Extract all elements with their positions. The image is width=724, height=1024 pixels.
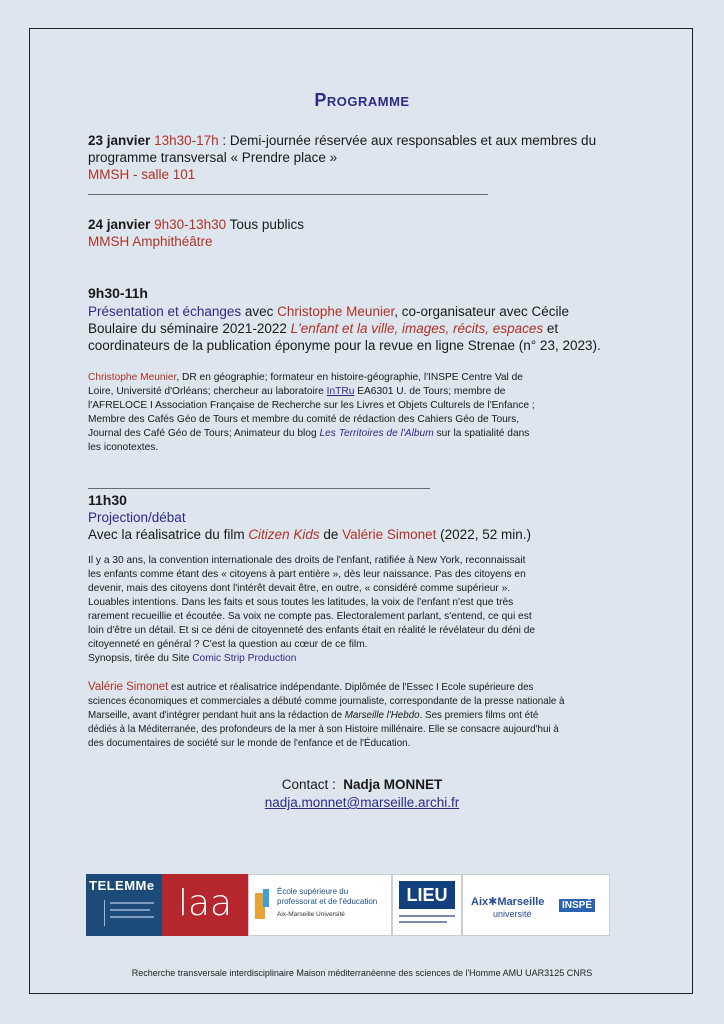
day1-desc-2: programme transversal « Prendre place » bbox=[88, 150, 338, 165]
bio1-text: les iconotextes. bbox=[88, 442, 159, 453]
bio2-text: sciences économiques et commerciales a débuté comme journaliste, correspondante de la presse nationale à bbox=[88, 696, 565, 707]
telemme-logo-line bbox=[110, 902, 154, 904]
contact-block bbox=[0, 776, 724, 812]
session1-text: , co-organisateur avec Cécile bbox=[394, 304, 570, 319]
bio2 bbox=[88, 680, 640, 751]
synopsis bbox=[88, 554, 640, 666]
session1-block bbox=[88, 285, 640, 455]
bio2-text: des documentaires de société sur le monde de l'enfance et de l'Éducation. bbox=[88, 738, 411, 749]
bio1-text: Membre des Cafés Géo de Tours et membre du comité de rédaction des Cahiers Géo de Tours, bbox=[88, 414, 520, 425]
session2-block bbox=[88, 492, 640, 751]
amu-logo-text: université bbox=[493, 909, 532, 919]
blog-title: Les Territoires de l'Album bbox=[319, 428, 434, 439]
seminar-title: L'enfant et la ville, images, récits, espaces bbox=[290, 321, 544, 336]
amu-logo-text: Aix✱Marseille bbox=[471, 896, 545, 908]
lieu-logo-line bbox=[399, 915, 455, 917]
contact-email-link[interactable]: nadja.monnet@marseille.archi.fr bbox=[264, 795, 460, 810]
session2-time: 11h30 bbox=[88, 492, 127, 508]
session2-type: Projection/débat bbox=[88, 510, 186, 525]
bio2-text: est autrice et réalisatrice indépendante. Diplômée de l'Essec I Ecole supérieure des bbox=[168, 682, 534, 693]
day2-block bbox=[88, 216, 640, 250]
synopsis-line: rarement recueillie et écoutée. Sa voix ne compte pas. Electoralement parlant, s'entend, ce qui est bbox=[88, 611, 532, 622]
telemme-logo-text: TELEMMe bbox=[89, 878, 155, 893]
synopsis-line: citoyenneté en général ? C'est la question au cœur de ce film. bbox=[88, 639, 368, 650]
contact-name: Nadja MONNET bbox=[343, 777, 443, 792]
espe-logo-text: École supérieure du bbox=[277, 887, 349, 896]
footer-text: Recherche transversale interdisciplinaire Maison méditerranéenne des sciences de l'Homme AMU UAR3125 CNRS bbox=[131, 968, 593, 978]
bio1-text: Journal des Café Géo de Tours; Animateur du blog bbox=[88, 428, 320, 439]
day2-date: 24 janvier bbox=[88, 217, 151, 232]
bio1-name: Christophe Meunier bbox=[88, 372, 177, 383]
session1-time: 9h30-11h bbox=[88, 285, 148, 301]
espe-logo-text: professorat et de l'éducation bbox=[277, 897, 378, 906]
telemme-logo-rule bbox=[90, 900, 105, 926]
day1-date: 23 janvier bbox=[88, 133, 151, 148]
day2-place: MMSH Amphithéâtre bbox=[88, 234, 213, 249]
divider-2 bbox=[88, 488, 430, 489]
bio2-text: dédiés à la Méditerranée, des profondeurs de la mer à son Histoire millénaire. Elle se consacre aujourd'hui à bbox=[88, 724, 559, 735]
session2-text: Avec la réalisatrice du film bbox=[88, 527, 249, 542]
day2-time: 9h30-13h30 bbox=[154, 217, 227, 232]
contact-label: Contact : bbox=[281, 777, 336, 792]
synopsis-line: les enfants comme étant des « citoyens à part entière », dès leur naissance. Pas des citoyens en bbox=[88, 569, 526, 580]
telemme-logo bbox=[86, 874, 162, 936]
session1-text: avec bbox=[241, 304, 278, 319]
telemme-logo-line bbox=[110, 909, 150, 911]
bio2-name: Valérie Simonet bbox=[88, 681, 169, 693]
intru-link[interactable]: InTRu bbox=[326, 386, 355, 397]
day1-block bbox=[88, 132, 640, 183]
hebdo-title: Marseille l'Hebdo bbox=[344, 710, 420, 721]
synopsis-line: Il y a 30 ans, la convention internationale des droits de l'enfant, ratifiée à New York, reconnaissait bbox=[88, 555, 526, 566]
espe-logo bbox=[248, 874, 392, 936]
session2-text: de bbox=[319, 527, 343, 542]
day1-time: 13h30-17h bbox=[154, 133, 219, 148]
bio1-text: Loire, Université d'Orléans; chercheur au laboratoire bbox=[88, 386, 327, 397]
espe-logo-text: Aix-Marseille Université bbox=[277, 911, 345, 918]
bio1-text: EA6301 U. de Tours; membre de bbox=[354, 386, 506, 397]
session1-text: coordinateurs de la publication éponyme pour la revue en ligne Strenae (n° 23, 2023). bbox=[88, 338, 601, 353]
bio2-text: . Ses premiers films ont été bbox=[419, 710, 539, 721]
bio2-text: Marseille, avant d'intégrer pendant huit ans la rédaction de bbox=[88, 710, 345, 721]
inspe-logo-text: INSPÉ bbox=[559, 899, 595, 912]
day1-sep: : bbox=[218, 133, 230, 148]
session1-text: Boulaire du séminaire 2021-2022 bbox=[88, 321, 291, 336]
director-name: Valérie Simonet bbox=[342, 527, 437, 542]
session1-type: Présentation et échanges bbox=[88, 304, 242, 319]
bio1-text: sur la spatialité dans bbox=[433, 428, 530, 439]
amu-inspe-logo bbox=[462, 874, 610, 936]
logos-row bbox=[86, 874, 610, 936]
synopsis-line: loin d'être un détail. Et si ce déni de citoyenneté des enfants était en réalité le révélateur du déni de bbox=[88, 625, 536, 636]
day2-audience: Tous publics bbox=[229, 217, 304, 232]
session1-text: et bbox=[543, 321, 559, 336]
lieu-logo-text: LIEU bbox=[399, 881, 455, 909]
divider-1 bbox=[88, 194, 488, 195]
day1-place: MMSH - salle 101 bbox=[88, 167, 196, 182]
session1-speaker: Christophe Meunier bbox=[277, 304, 395, 319]
bio1-text: l'AFRELOCE I Association Française de Recherche sur les Livres et Objets Culturels de l'Enfance ; bbox=[88, 400, 535, 411]
session2-text: (2022, 52 min.) bbox=[436, 527, 531, 542]
laa-logo bbox=[162, 874, 248, 936]
page-title: Programme bbox=[314, 90, 410, 110]
comic-strip-link[interactable]: Comic Strip Production bbox=[192, 653, 297, 664]
synopsis-source: Synopsis, tirée du Site bbox=[88, 653, 193, 664]
lieu-logo bbox=[392, 874, 462, 936]
synopsis-line: Louables intentions. Dans les faits et sous toutes les latitudes, la voix de l'enfant n'est que très bbox=[88, 597, 514, 608]
lieu-logo-line bbox=[399, 921, 447, 923]
synopsis-line: devenir, mais des citoyens dont l'intérêt devait être, en outre, « considéré comme supérieur ». bbox=[88, 583, 511, 594]
espe-logo-mark bbox=[263, 889, 269, 907]
laa-logo-text: laa bbox=[177, 882, 233, 924]
film-title: Citizen Kids bbox=[248, 527, 320, 542]
bio1-text: , DR en géographie; formateur en histoire-géographie, l'INSPE Centre Val de bbox=[176, 372, 523, 383]
telemme-logo-line bbox=[110, 916, 154, 918]
day1-desc-1: Demi-journée réservée aux responsables et aux membres du bbox=[229, 133, 597, 148]
